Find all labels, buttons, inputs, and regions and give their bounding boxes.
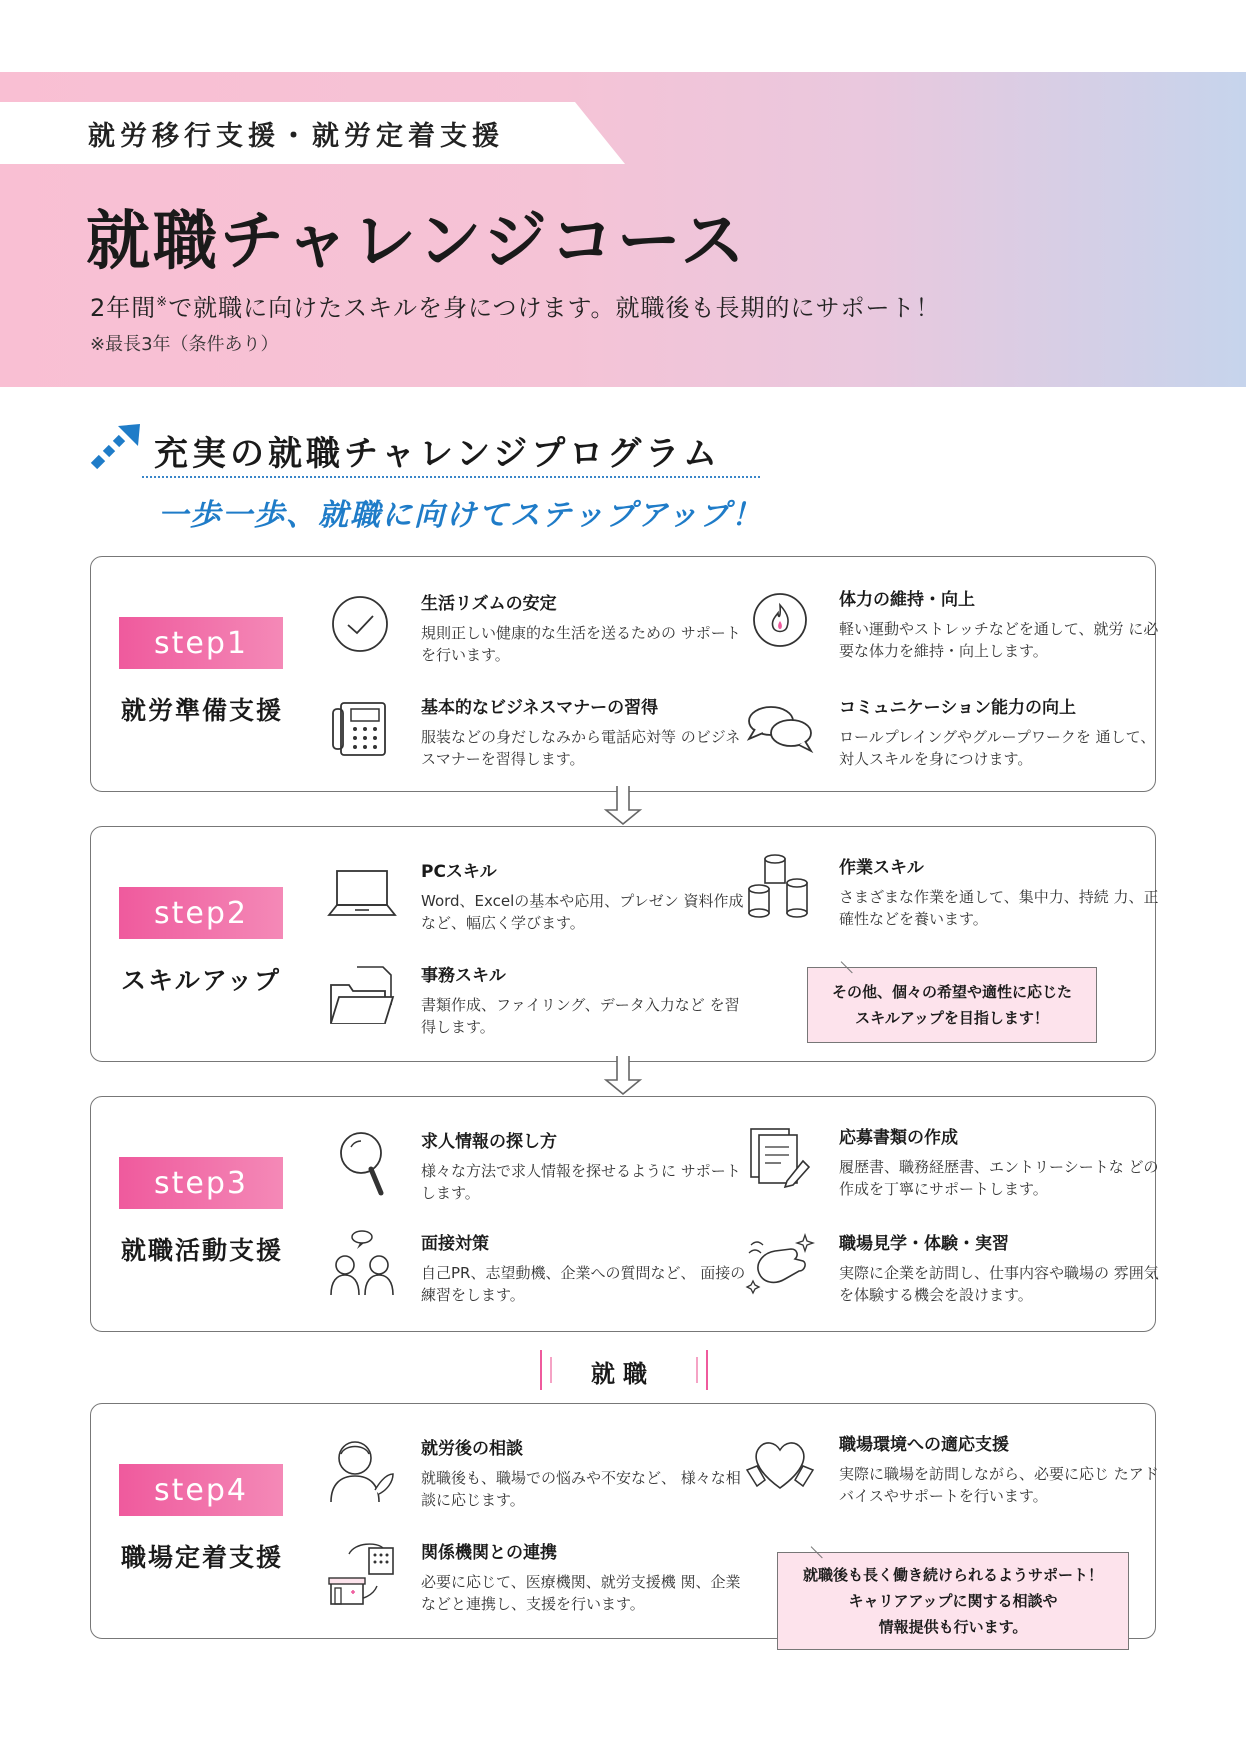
step-name: 就職活動支援	[121, 1236, 284, 1265]
step-card-1	[90, 556, 1159, 792]
employment-milestone	[530, 1350, 716, 1390]
item-title: 基本的なビジネスマナーの習得	[421, 698, 659, 718]
item-desc: 履歴書、職務経歴書、エントリーシートな どの作成を丁寧にサポートします。	[839, 1158, 1159, 1198]
interview-icon	[327, 1229, 397, 1299]
callout-pointer	[811, 1536, 834, 1559]
item-desc: 服装などの身だしなみから電話応対等 のビジネスマナーを習得します。	[421, 728, 741, 768]
hands-icon	[745, 1229, 815, 1299]
item-title: 応募書類の作成	[839, 1128, 958, 1148]
step-item	[839, 1123, 1169, 1200]
item-title: 職場環境への適応支援	[839, 1435, 1009, 1455]
item-desc: 就職後も、職場での悩みや不安など、 様々な相談に応じます。	[421, 1469, 741, 1509]
step-item	[421, 961, 751, 1038]
hero-lead: 2年間※で就職に向けたスキルを身につけます。就職後も長期的にサポート！	[90, 294, 941, 322]
item-desc: 様々な方法で求人情報を探せるように サポートします。	[421, 1162, 741, 1202]
milestone-bar	[706, 1350, 708, 1390]
step-item	[421, 693, 751, 770]
folder-icon	[327, 961, 397, 1031]
note-line: 情報提供も行います。	[878, 1618, 1028, 1636]
callout-note	[807, 967, 1097, 1043]
cylinders-icon	[745, 853, 815, 923]
note-line: キャリアアップに関する相談や	[848, 1592, 1058, 1610]
item-desc: 必要に応じて、医療機関、就労支援機 関、企業などと連携し、支援を行います。	[421, 1573, 741, 1613]
step-name: スキルアップ	[121, 966, 282, 995]
hero-banner	[0, 72, 1246, 387]
milestone-label: 就職	[591, 1360, 655, 1388]
step-item	[421, 1538, 751, 1615]
item-title: 面接対策	[421, 1234, 489, 1254]
item-title: PCスキル	[421, 862, 497, 882]
item-desc: 自己PR、志望動機、企業への質問など、 面接の練習をします。	[421, 1264, 746, 1304]
step-name: 職場定着支援	[121, 1543, 284, 1572]
page-title: 就職チャレンジコース	[86, 205, 748, 279]
phone-icon	[327, 693, 397, 763]
note-line: その他、個々の希望や適性に応じた	[831, 983, 1072, 1001]
down-arrow-icon	[600, 1056, 646, 1096]
step-item	[839, 693, 1169, 770]
item-desc: 軽い運動やストレッチなどを通して、就労 に必要な体力を維持・向上します。	[839, 620, 1159, 660]
item-title: 生活リズムの安定	[421, 594, 557, 614]
step-item	[839, 585, 1169, 662]
step-item	[421, 857, 751, 934]
step-card-3	[90, 1096, 1159, 1332]
down-arrow-icon	[600, 786, 646, 826]
heart-hands-icon	[745, 1430, 815, 1500]
step-item	[839, 1229, 1169, 1306]
item-desc: ロールプレイングやグループワークを 通して、対人スキルを身につけます。	[839, 728, 1156, 768]
item-title: 体力の維持・向上	[839, 590, 975, 610]
step-badge: step1	[119, 617, 283, 669]
callout-note	[777, 1552, 1129, 1650]
step-item	[421, 1229, 751, 1306]
speech-bubbles-icon	[745, 693, 815, 763]
hero-note: ※最長3年（条件あり）	[90, 334, 279, 355]
item-desc: さまざまな作業を通して、集中力、持続 力、正確性などを養います。	[839, 888, 1159, 928]
item-title: 事務スキル	[421, 966, 506, 986]
magnifier-icon	[327, 1127, 397, 1197]
item-title: コミュニケーション能力の向上	[839, 698, 1076, 718]
program-divider	[142, 476, 760, 478]
check-icon	[327, 589, 397, 659]
step-card-2	[90, 826, 1159, 1062]
documents-icon	[745, 1123, 815, 1193]
step-card-4	[90, 1403, 1159, 1639]
hero-tab-label: 就労移行支援・就労定着支援	[88, 121, 504, 152]
callout-pointer	[841, 951, 864, 974]
item-title: 求人情報の探し方	[421, 1132, 557, 1152]
step-badge: step3	[119, 1157, 283, 1209]
rising-arrow-icon	[88, 420, 144, 476]
item-desc: Word、Excelの基本や応用、プレゼン 資料作成など、幅広く学びます。	[421, 892, 744, 932]
step-item	[421, 1127, 751, 1204]
step-item	[839, 853, 1169, 930]
item-desc: 実際に企業を訪問し、仕事内容や職場の 雰囲気を体験する機会を設けます。	[839, 1264, 1159, 1304]
item-desc: 規則正しい健康的な生活を送るための サポートを行います。	[421, 624, 741, 664]
note-line: スキルアップを目指します！	[855, 1009, 1049, 1027]
note-line: 就職後も長く働き続けられるようサポート！	[802, 1566, 1103, 1584]
item-title: 就労後の相談	[421, 1439, 523, 1459]
step-name: 就労準備支援	[121, 696, 284, 725]
laptop-icon	[327, 857, 397, 927]
program-title: 充実の就職チャレンジプログラム	[154, 434, 721, 474]
step-item	[421, 589, 751, 666]
person-icon	[327, 1434, 397, 1504]
fire-icon	[745, 585, 815, 655]
item-title: 作業スキル	[839, 858, 924, 878]
step-badge: step2	[119, 887, 283, 939]
step-item	[421, 1434, 751, 1511]
step-badge: step4	[119, 1464, 283, 1516]
step-item	[839, 1430, 1169, 1507]
program-subtitle: 一歩一歩、就職に向けてステップアップ！	[158, 498, 764, 533]
item-title: 職場見学・体験・実習	[839, 1234, 1009, 1254]
item-desc: 実際に職場を訪問しながら、必要に応じ たアドバイスやサポートを行います。	[839, 1465, 1159, 1505]
item-desc: 書類作成、ファイリング、データ入力など を習得します。	[421, 996, 740, 1036]
milestone-bar	[696, 1357, 698, 1383]
buildings-icon	[327, 1538, 397, 1608]
item-title: 関係機関との連携	[421, 1543, 557, 1563]
